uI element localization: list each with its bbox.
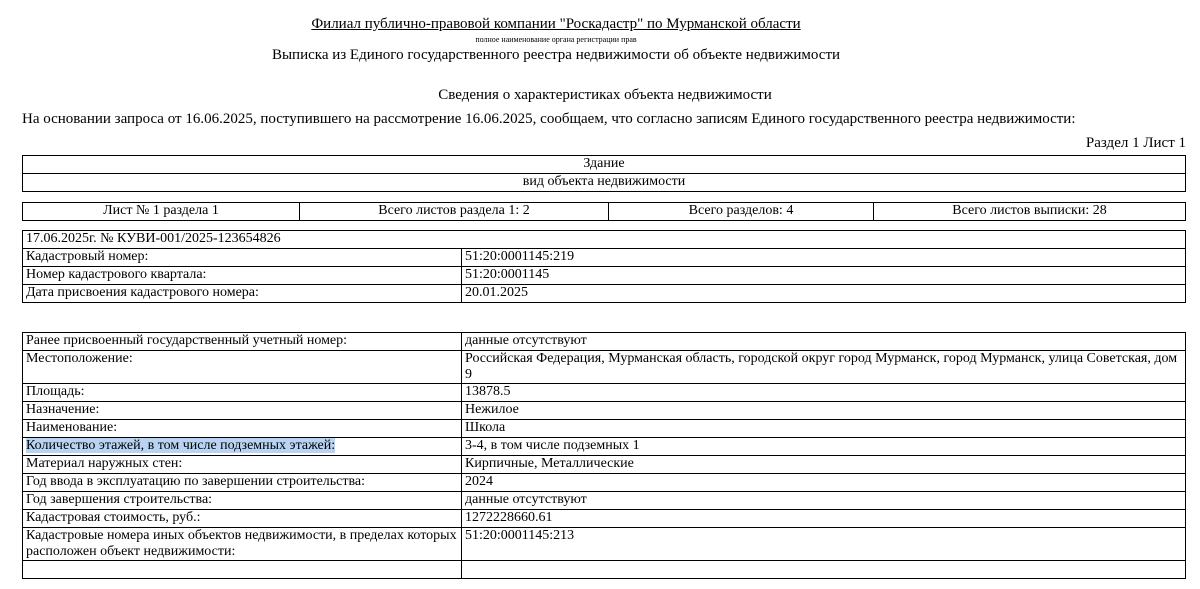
table-row	[23, 456, 1186, 474]
property-label: Назначение:	[23, 402, 462, 420]
property-value: данные отсутствуют	[462, 333, 1186, 351]
object-type-table	[22, 155, 1186, 192]
cadastral-number-value: 51:20:0001145:219	[462, 249, 1186, 267]
property-value: Нежилое	[462, 402, 1186, 420]
property-label: Кадастровые номера иных объектов недвижимости, в пределах которых расположен объект недвижимости:	[23, 528, 462, 561]
property-label: Год ввода в эксплуатацию по завершении строительства:	[23, 474, 462, 492]
property-value: данные отсутствуют	[462, 492, 1186, 510]
property-label	[23, 438, 462, 456]
section-title: Сведения о характеристиках объекта недвижимости	[438, 87, 772, 103]
object-type-caption: вид объекта недвижимости	[23, 174, 1186, 192]
table-row	[23, 561, 1186, 579]
org-caption: полное наименование органа регистрации прав	[475, 35, 637, 44]
table-row	[23, 351, 1186, 384]
sheet-number: Лист № 1 раздела 1	[23, 203, 300, 221]
document-title: Выписка из Единого государственного реестра недвижимости об объекте недвижимости	[271, 47, 841, 63]
sheets-table	[22, 202, 1186, 221]
property-value: Кирпичные, Металлические	[462, 456, 1186, 474]
property-value: Российская Федерация, Мурманская область, городской округ город Мурманск, город Мурманск, улица Советская, дом 9	[462, 351, 1186, 384]
section-sheet-label: Раздел 1 Лист 1	[1085, 135, 1186, 151]
selected-text[interactable]: Количество этажей, в том числе подземных этажей:	[26, 438, 336, 453]
table-row	[23, 333, 1186, 351]
table-row	[23, 510, 1186, 528]
table-row	[23, 384, 1186, 402]
intro-text: На основании запроса от 16.06.2025, поступившего на рассмотрение 16.06.2025, сообщаем, что согласно записям Единого государственного реестра недвижимости:	[22, 111, 1076, 127]
table-row	[23, 474, 1186, 492]
table-row	[23, 420, 1186, 438]
property-value: 13878.5	[462, 384, 1186, 402]
property-value	[462, 561, 1186, 579]
property-value: Школа	[462, 420, 1186, 438]
properties-table	[22, 332, 1186, 579]
property-value: 2024	[462, 474, 1186, 492]
cadastral-quarter-value: 51:20:0001145	[462, 267, 1186, 285]
assignment-date-label: Дата присвоения кадастрового номера:	[23, 285, 462, 303]
property-value: 1272228660.61	[462, 510, 1186, 528]
cadastral-number-label: Кадастровый номер:	[23, 249, 462, 267]
property-value: 51:20:0001145:213	[462, 528, 1186, 561]
property-label: Наименование:	[23, 420, 462, 438]
property-label: Год завершения строительства:	[23, 492, 462, 510]
property-label: Ранее присвоенный государственный учетный номер:	[23, 333, 462, 351]
table-row	[23, 528, 1186, 561]
registration-table	[22, 230, 1186, 303]
total-section-sheets: Всего листов раздела 1: 2	[300, 203, 609, 221]
property-label: Кадастровая стоимость, руб.:	[23, 510, 462, 528]
property-label: Местоположение:	[23, 351, 462, 384]
object-type-value: Здание	[23, 156, 1186, 174]
total-sections: Всего разделов: 4	[609, 203, 874, 221]
assignment-date-value: 20.01.2025	[462, 285, 1186, 303]
property-value: 3-4, в том числе подземных 1	[462, 438, 1186, 456]
property-label	[23, 561, 462, 579]
table-row	[23, 492, 1186, 510]
property-label: Материал наружных стен:	[23, 456, 462, 474]
property-label: Площадь:	[23, 384, 462, 402]
table-row	[23, 438, 1186, 456]
cadastral-quarter-label: Номер кадастрового квартала:	[23, 267, 462, 285]
total-extract-sheets: Всего листов выписки: 28	[874, 203, 1186, 221]
org-name: Филиал публично-правовой компании "Роскадастр" по Мурманской области	[311, 16, 801, 32]
registration-record: 17.06.2025г. № КУВИ-001/2025-123654826	[23, 231, 1186, 249]
table-row	[23, 402, 1186, 420]
